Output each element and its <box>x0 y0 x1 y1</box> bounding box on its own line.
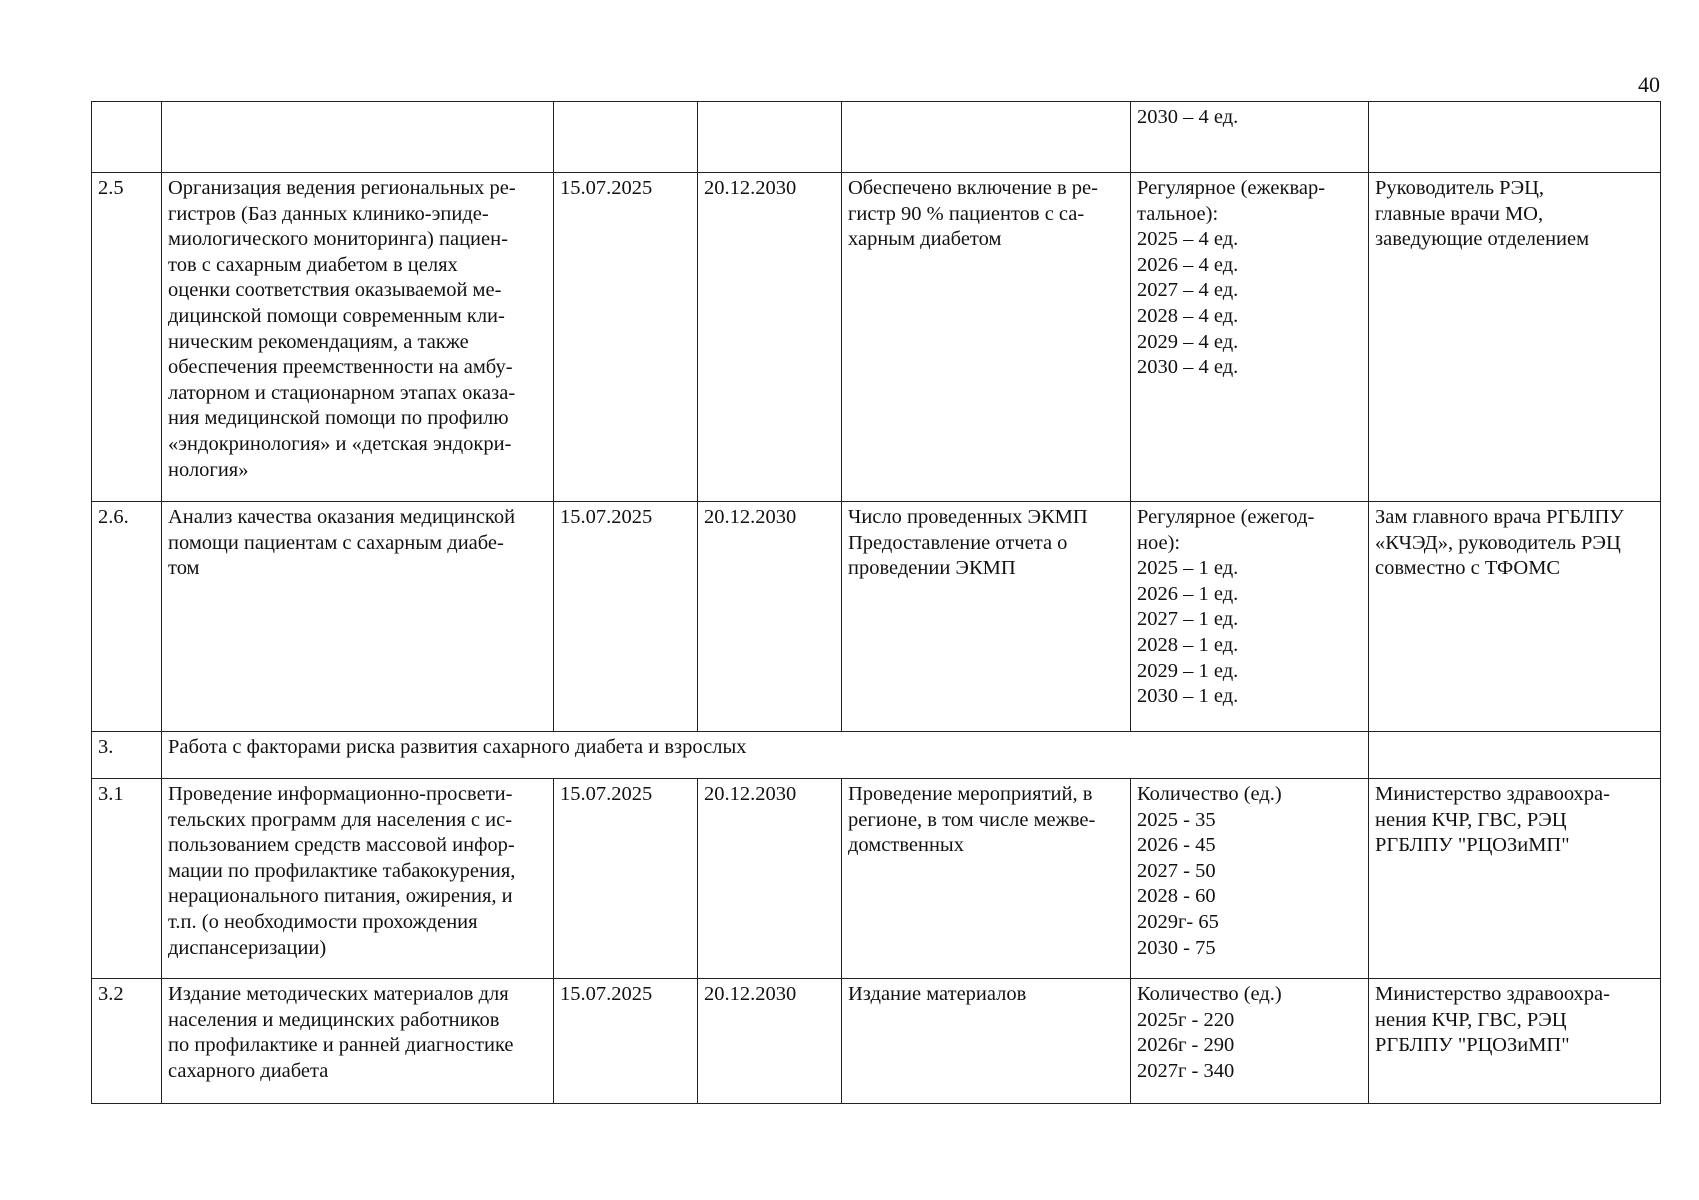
end-date-cell: 20.12.2030 <box>698 502 842 732</box>
indicator-cell <box>1131 173 1369 502</box>
end-date-cell: 20.12.2030 <box>698 779 842 979</box>
indicator-line: 2030 – 4 ед. <box>1137 106 1239 128</box>
end-date-cell <box>698 102 842 173</box>
table-row-3-2 <box>92 979 1661 1104</box>
num-cell: 2.5 <box>92 173 162 502</box>
end-date-cell: 20.12.2030 <box>698 173 842 502</box>
responsible-cell <box>1369 102 1661 173</box>
indicator-line: ное): <box>1137 531 1181 554</box>
table-row-continuation <box>92 102 1661 173</box>
section-title-cell: Работа с факторами риска развития сахарного диабета и взрослых <box>162 732 1369 779</box>
indicator-line: 2027г - 340 <box>1137 1059 1235 1082</box>
indicator-line: 2026г - 290 <box>1137 1034 1235 1057</box>
num-cell <box>92 102 162 173</box>
start-date-cell <box>554 102 698 173</box>
responsible-cell: Министерство здравоохра- нения КЧР, ГВС, РЭЦ РГБЛПУ "РЦОЗиМП" <box>1369 779 1661 979</box>
indicator-line: 2028 - 60 <box>1137 885 1216 908</box>
indicator-line: 2027 – 4 ед. <box>1137 279 1239 302</box>
responsible-cell: Министерство здравоохра- нения КЧР, ГВС, РЭЦ РГБЛПУ "РЦОЗиМП" <box>1369 979 1661 1104</box>
result-cell: Издание материалов <box>842 979 1131 1104</box>
end-date-cell: 20.12.2030 <box>698 979 842 1104</box>
indicator-cell <box>1131 779 1369 979</box>
indicator-line: 2026 – 4 ед. <box>1137 253 1239 276</box>
activity-cell: Издание методических материалов для населения и медицинских работников по профилактике и ранней диагностике сахарного диабета <box>162 979 554 1104</box>
num-cell: 2.6. <box>92 502 162 732</box>
page-number: 40 <box>1638 72 1660 97</box>
responsible-cell: Руководитель РЭЦ, главные врачи МО, заведующие отделением <box>1369 173 1661 502</box>
action-plan-table <box>91 101 1661 1104</box>
num-cell: 3.2 <box>92 979 162 1104</box>
indicator-line: 2028 – 4 ед. <box>1137 304 1239 327</box>
indicator-cell <box>1131 979 1369 1104</box>
indicator-line: 2025 – 4 ед. <box>1137 228 1239 251</box>
result-cell: Число проведенных ЭКМП Предоставление отчета о проведении ЭКМП <box>842 502 1131 732</box>
responsible-cell <box>1369 732 1661 779</box>
indicator-line: 2030 - 75 <box>1137 936 1216 959</box>
indicator-line: 2028 – 1 ед. <box>1137 633 1239 656</box>
indicator-line: 2030 – 1 ед. <box>1137 685 1239 708</box>
indicator-cell <box>1131 102 1369 173</box>
indicator-line: 2029г- 65 <box>1137 910 1219 933</box>
table-row-3-1 <box>92 779 1661 979</box>
indicator-line: тальное): <box>1137 202 1219 225</box>
table-row-2-6 <box>92 502 1661 732</box>
start-date-cell: 15.07.2025 <box>554 502 698 732</box>
indicator-cell <box>1131 502 1369 732</box>
indicator-line: 2025 – 1 ед. <box>1137 557 1239 580</box>
indicator-line: Регулярное (ежеквар- <box>1137 177 1326 199</box>
indicator-line: 2030 – 4 ед. <box>1137 356 1239 379</box>
indicator-line: Количество (ед.) <box>1137 783 1282 805</box>
start-date-cell: 15.07.2025 <box>554 979 698 1104</box>
start-date-cell: 15.07.2025 <box>554 779 698 979</box>
activity-cell: Проведение информационно-просвети- тельских программ для населения с ис- пользованием средств массовой инфор- мации по профилактике табакокурения, нерационального питания, ожирения, и т.п. (о необходимости прохождения диспансеризации) <box>162 779 554 979</box>
indicator-line: 2029 – 4 ед. <box>1137 330 1239 353</box>
activity-cell: Организация ведения региональных ре- гистров (Баз данных клинико-эпиде- миологического мониторинга) пациен- тов с сахарным диабетом в целях оценки соответствия оказываемой ме- дицинской помощи современным кли- ническим рекомендациям, а также обеспечения преемственности на амбу- латорном и стационарном этапах оказа- ния медицинской помощи по профилю «эндокринология» и «детская эндокри- нология» <box>162 173 554 502</box>
activity-cell: Анализ качества оказания медицинской помощи пациентам с сахарным диабе- том <box>162 502 554 732</box>
start-date-cell: 15.07.2025 <box>554 173 698 502</box>
responsible-cell: Зам главного врача РГБЛПУ «КЧЭД», руководитель РЭЦ совместно с ТФОМС <box>1369 502 1661 732</box>
indicator-line: Регулярное (ежегод- <box>1137 506 1315 528</box>
indicator-line: 2025г - 220 <box>1137 1008 1235 1031</box>
num-cell: 3. <box>92 732 162 779</box>
indicator-line: 2025 - 35 <box>1137 808 1216 831</box>
indicator-line: 2026 - 45 <box>1137 834 1216 857</box>
activity-cell <box>162 102 554 173</box>
indicator-line: 2027 – 1 ед. <box>1137 608 1239 631</box>
indicator-line: 2027 - 50 <box>1137 859 1216 882</box>
indicator-line: Количество (ед.) <box>1137 983 1282 1005</box>
indicator-line: 2029 – 1 ед. <box>1137 659 1239 682</box>
indicator-line: 2026 – 1 ед. <box>1137 582 1239 605</box>
result-cell: Обеспечено включение в ре- гистр 90 % пациентов с са- харным диабетом <box>842 173 1131 502</box>
result-cell <box>842 102 1131 173</box>
table-row-section-3 <box>92 732 1661 779</box>
num-cell: 3.1 <box>92 779 162 979</box>
result-cell: Проведение мероприятий, в регионе, в том числе межве- домственных <box>842 779 1131 979</box>
table-row-2-5 <box>92 173 1661 502</box>
